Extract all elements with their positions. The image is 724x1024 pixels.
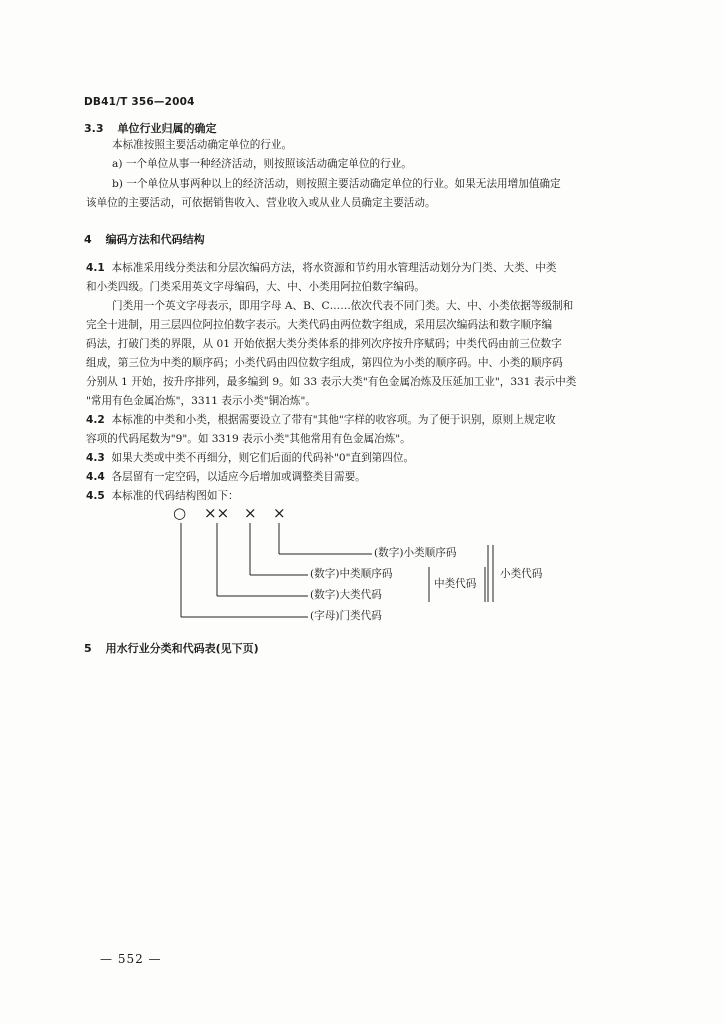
medium-code-label: 中类代码 bbox=[434, 578, 477, 590]
section-number: 5 bbox=[84, 642, 92, 655]
medium-placeholder: × bbox=[244, 504, 257, 522]
medium-seq-label: (数字)中类顺序码 bbox=[310, 568, 393, 580]
clause-text: 本标准的代码结构图如下： bbox=[111, 490, 239, 502]
paragraph-4-3-line bbox=[86, 453, 414, 464]
clause-text: 各层留有一定空码，以适应今后增加或调整类目需要。 bbox=[111, 471, 366, 483]
paragraph-line: 码法，打破门类的界限，从 01 开始依据大类分类体系的排列次序按升序赋码；中类代码由前三位数字 bbox=[86, 338, 562, 350]
clause-number: 4.1 bbox=[86, 262, 105, 274]
paragraph-line: 组成，第三位为中类的顺序码；小类代码由四位数字组成，第四位为小类的顺序码。中、小类的顺序码 bbox=[86, 357, 563, 369]
paragraph-line: 本标准按照主要活动确定单位的行业。 bbox=[112, 139, 293, 151]
paragraph-line: 容项的代码尾数为"9"。如 3319 表示小类"其他常用有色金属冶炼"。 bbox=[86, 433, 411, 445]
section-title: 单位行业归属的确定 bbox=[117, 122, 217, 135]
letter-placeholder: ○ bbox=[173, 504, 187, 522]
code-structure-diagram bbox=[160, 505, 580, 635]
page-number: — 552 — bbox=[100, 952, 162, 966]
clause-text: 本标准采用线分类法和分层次编码方法，将水资源和节约用水管理活动划分为门类、大类、中类 bbox=[111, 262, 557, 274]
clause-number: 4.5 bbox=[86, 490, 105, 502]
paragraph-4-5-line bbox=[86, 491, 239, 502]
section-title: 用水行业分类和代码表(见下页) bbox=[105, 642, 259, 655]
paragraph-4-2-line bbox=[86, 415, 556, 426]
minor-seq-label: (数字)小类顺序码 bbox=[374, 547, 457, 559]
paragraph-line: 该单位的主要活动，可依据销售收入、营业收入或从业人员确定主要活动。 bbox=[86, 197, 436, 209]
clause-number: 4.2 bbox=[86, 414, 105, 426]
section-number: 4 bbox=[84, 233, 92, 246]
clause-text: 如果大类或中类不再细分，则它们后面的代码补"0"直到第四位。 bbox=[111, 452, 415, 464]
paragraph-line: b) 一个单位从事两种以上的经济活动，则按照主要活动确定单位的行业。如果无法用增加值确定 bbox=[112, 178, 561, 190]
section-number: 3.3 bbox=[84, 122, 104, 135]
section-3-3-heading bbox=[84, 120, 217, 136]
major-code-label: (数字)大类代码 bbox=[310, 589, 382, 601]
section-5-heading bbox=[84, 640, 259, 656]
paragraph-line: "常用有色金属冶炼"，3311 表示小类"铜冶炼"。 bbox=[86, 395, 316, 407]
paragraph-line: 门类用一个英文字母表示，即用字母 A、B、C……依次代表不同门类。大、中、小类依据等级制和 bbox=[112, 300, 574, 312]
major-placeholder: ×× bbox=[204, 504, 230, 522]
paragraph-4-4-line bbox=[86, 472, 366, 483]
clause-text: 本标准的中类和小类，根据需要设立了带有"其他"字样的收容项。为了便于识别，原则上规定收 bbox=[111, 414, 556, 426]
minor-placeholder: × bbox=[273, 504, 286, 522]
clause-number: 4.3 bbox=[86, 452, 105, 464]
minor-code-label: 小类代码 bbox=[500, 568, 543, 580]
paragraph-line: 和小类四级。门类采用英文字母编码，大、中、小类用阿拉伯数字编码。 bbox=[86, 281, 425, 293]
section-title: 编码方法和代码结构 bbox=[105, 233, 205, 246]
paragraph-line: a) 一个单位从事一种经济活动，则按照该活动确定单位的行业。 bbox=[112, 158, 412, 170]
paragraph-line: 完全十进制，用三层四位阿拉伯数字表示。大类代码由两位数字组成，采用层次编码法和数字顺序编 bbox=[86, 319, 553, 331]
section-4-heading bbox=[84, 231, 205, 247]
category-code-label: (字母)门类代码 bbox=[310, 610, 382, 622]
clause-number: 4.4 bbox=[86, 471, 105, 483]
paragraph-line: 分别从 1 开始，按升序排列，最多编到 9。如 33 表示大类"有色金属冶炼及压延加工业"，331 表示中类 bbox=[86, 376, 577, 388]
standard-code: DB41/T 356—2004 bbox=[84, 96, 195, 108]
paragraph-4-1-line bbox=[86, 263, 556, 274]
